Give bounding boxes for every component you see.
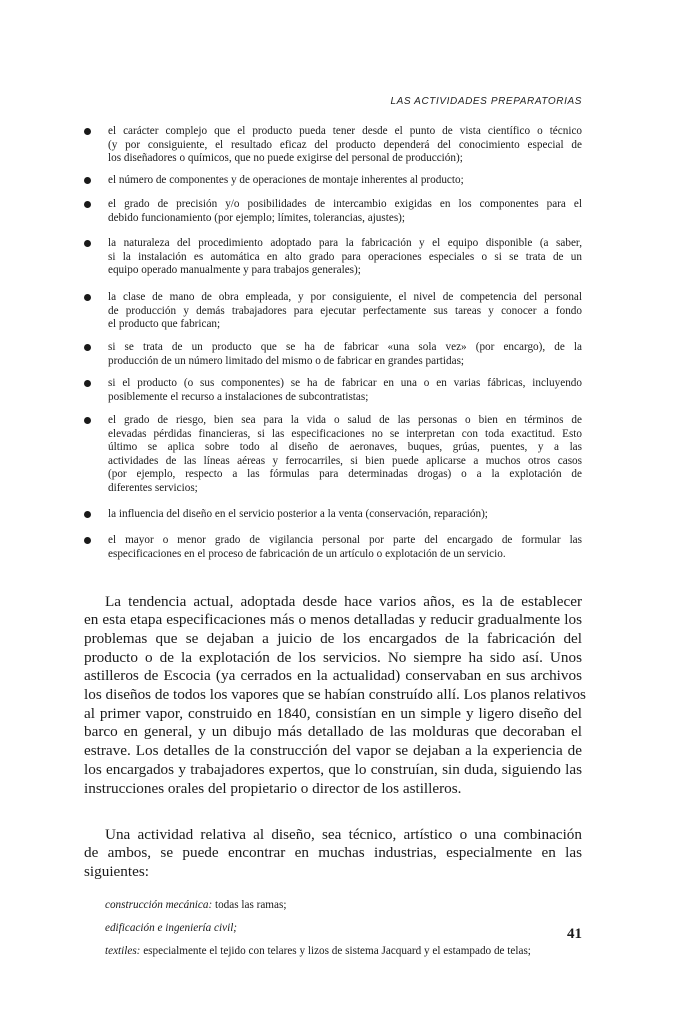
paragraph-line: producto o de la explotación de los servicios. No siempre ha sido así. Unos — [84, 648, 582, 666]
bullet-icon — [84, 128, 91, 135]
paragraph-line: los diseños de todos los vapores que se habían construído allí. Los planos relativos — [84, 686, 586, 703]
bullet-line: la clase de mano de obra empleada, y por consiguiente, el nivel de competencia del personal — [108, 291, 582, 303]
running-header: LAS ACTIVIDADES PREPARATORIAS — [390, 96, 582, 107]
industry-text: todas las ramas; — [212, 899, 287, 911]
paragraph-line: Una actividad relativa al diseño, sea técnico, artístico o una combinación — [105, 825, 582, 843]
bullet-line: diferentes servicios; — [108, 482, 198, 494]
paragraph-line: barco en general, y un dibujo más detallado de las molduras que decoraban el — [84, 723, 582, 741]
bullet-line: posiblemente el recurso a instalaciones de subcontratistas; — [108, 390, 369, 403]
bullet-icon — [84, 344, 91, 351]
bullet-line: el mayor o menor grado de vigilancia personal por parte del encargado de formular las — [108, 534, 582, 546]
bullet-line: producción de un número limitado del mismo o de fabricar en grandes partidas; — [108, 354, 465, 367]
bullet-line: el carácter complejo que el producto pueda tener desde el punto de vista científico o técnico — [108, 125, 582, 137]
bullet-icon — [84, 380, 91, 387]
paragraph-line: los encargados y trabajadores expertos, que lo construían, sin duda, siguiendo las — [84, 760, 582, 778]
paragraph-line: siguientes: — [84, 862, 149, 880]
bullet-icon — [84, 240, 91, 247]
bullet-line: especificaciones en el proceso de fabricación de un artículo o explotación de un servicio. — [108, 547, 506, 560]
bullet-line: si el producto (o sus componentes) se ha de fabricar en una o en varias fábricas, incluyendo — [108, 377, 582, 389]
industry-item — [105, 921, 237, 935]
bullet-line: el grado de precisión y/o posibilidades de intercambio exigidas en los componentes para el — [108, 198, 582, 210]
bullet-line: actividades de las líneas aéreas y ferrocarriles, si bien puede aplicarse a muchos otros casos — [108, 454, 582, 467]
bullet-icon — [84, 537, 91, 544]
bullet-line: de producción y demás trabajadores para ejecutar perfectamente sus tareas y conocer a fondo — [108, 304, 582, 317]
industry-text: especialmente el tejido con telares y lizos de sistema Jacquard y el estampado de telas; — [140, 945, 531, 957]
bullet-line: el número de componentes y de operaciones de montaje inherentes al producto; — [108, 174, 464, 186]
bullet-line: la influencia del diseño en el servicio posterior a la venta (conservación, reparación); — [108, 508, 488, 520]
industry-term: edificación e ingeniería civil; — [105, 922, 238, 934]
industry-term: construcción mecánica: — [105, 899, 213, 911]
industry-item — [105, 898, 286, 912]
paragraph-line: al primer vapor, construido en 1840, consistían en un simple y ligero diseño del — [84, 704, 582, 722]
bullet-line: la naturaleza del procedimiento adoptado para la fabricación y el equipo disponible (a saber, — [108, 237, 582, 249]
bullet-icon — [84, 417, 91, 424]
bullet-line: (por ejemplo, respecto a las fórmulas para determinadas drogas) o a la explotación de — [108, 468, 582, 481]
bullet-icon — [84, 201, 91, 208]
bullet-icon — [84, 177, 91, 184]
paragraph-line: de ambos, se puede encontrar en muchas industrias, especialmente en las — [84, 844, 582, 862]
bullet-line: si la instalación es automática en alto grado para operaciones especiales o si se trata de un — [108, 250, 582, 263]
bullet-icon — [84, 511, 91, 518]
bullet-line: el grado de riesgo, bien sea para la vida o salud de las personas o bien en términos de — [108, 414, 582, 426]
paragraph-line: instrucciones orales del propietario o director de los astilleros. — [84, 779, 462, 797]
page-number: 41 — [567, 926, 582, 942]
paragraph-line: La tendencia actual, adoptada desde hace varios años, es la de establecer — [105, 592, 582, 610]
bullet-line: los diseñadores o químicos, que no puede exigirse del personal de producción); — [108, 152, 463, 165]
bullet-line: último se aplica sobre todo al diseño de aeronaves, buques, grúas, puentes, y a las — [108, 441, 582, 454]
industry-item — [105, 944, 531, 958]
bullet-line: equipo operado manualmente y para trabajos generales); — [108, 264, 361, 277]
bullet-line: (y por consiguiente, el resultado eficaz del producto dependerá del conocimiento especial de — [108, 138, 582, 151]
bullet-line: si se trata de un producto que se ha de fabricar «una sola vez» (por encargo), de la — [108, 341, 582, 353]
bullet-line: elevadas pérdidas financieras, si las especificaciones no se interpretan con toda exactitud. Esto — [108, 427, 582, 440]
bullet-line: debido funcionamiento (por ejemplo; límites, tolerancias, ajustes); — [108, 211, 406, 224]
paragraph-line: astilleros de Escocia (ya cerrados en la actualidad) conservaban en sus archivos — [84, 667, 582, 685]
paragraph-line: problemas que se dejaban a juicio de los encargados de la fabricación del — [84, 629, 582, 647]
paragraph-line: estrave. Los detalles de la construcción del vapor se dejaban a la experiencia de — [84, 742, 582, 760]
bullet-icon — [84, 294, 91, 301]
bullet-line: el producto que fabrican; — [108, 318, 221, 331]
paragraph-line: en esta etapa especificaciones más o menos detalladas y reducir gradualmente los — [84, 611, 582, 629]
industry-term: textiles: — [105, 945, 141, 957]
